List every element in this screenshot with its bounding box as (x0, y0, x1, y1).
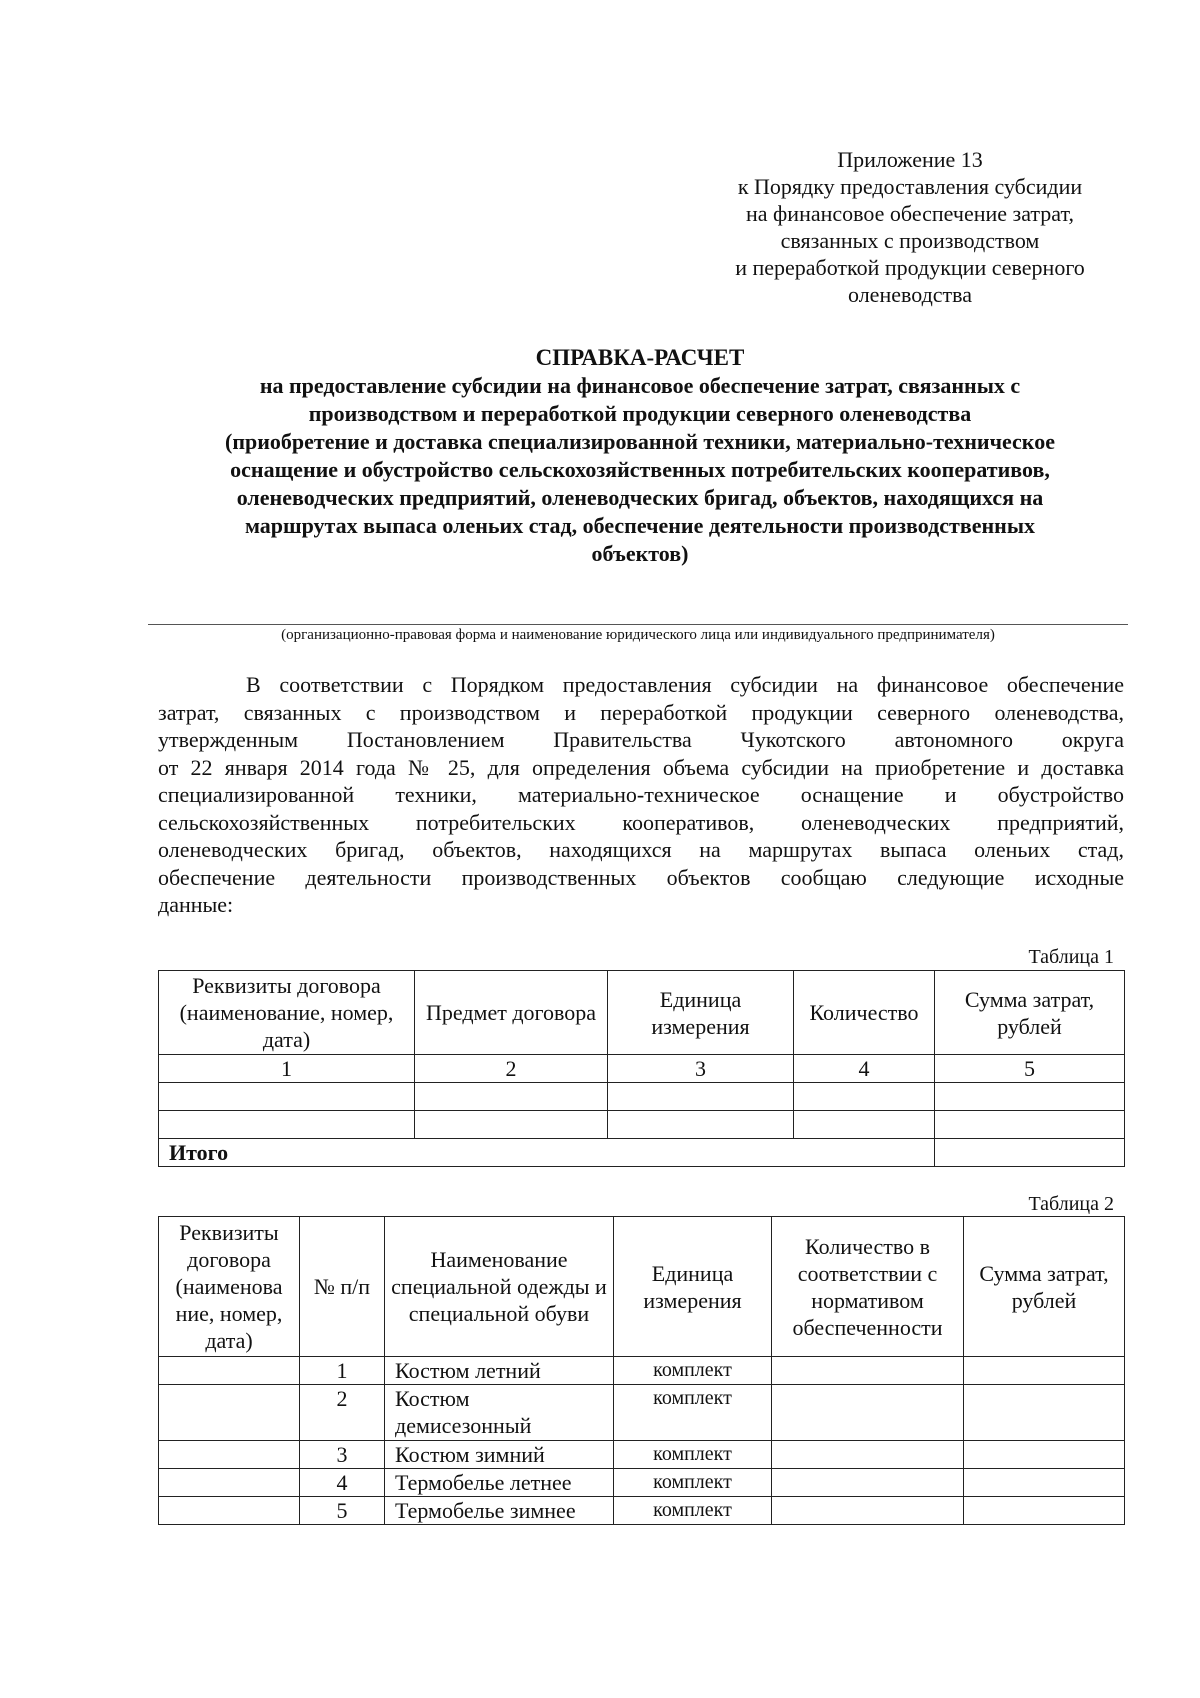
appendix-line: к Порядку предоставления субсидии (737, 174, 1083, 199)
table2-cell[interactable] (159, 1469, 300, 1497)
title-line: оснащение и обустройство сельскохозяйственных потребительских кооперативов, (230, 457, 1050, 482)
table2-row (159, 1357, 1125, 1385)
paragraph-line: затрат, связанных с производством и переработкой продукции северного оленеводства, (158, 699, 1124, 725)
table2-item-name: Костюм зимний (385, 1441, 614, 1469)
table1-cell[interactable] (794, 1083, 935, 1111)
table2-row-number: 3 (300, 1441, 385, 1469)
appendix-line: оленеводства (847, 282, 973, 307)
table1-number-row (159, 1055, 1125, 1083)
table1-row (159, 1083, 1125, 1111)
table2-cell[interactable] (772, 1469, 964, 1497)
body-paragraph (158, 671, 1124, 919)
table1-cell[interactable] (935, 1111, 1125, 1139)
table2-row (159, 1469, 1125, 1497)
table2-item-name: Костюм демисезонный (385, 1385, 614, 1441)
table1-header-cell: Единица измерения (608, 971, 794, 1055)
table1-number-cell: 3 (608, 1055, 794, 1083)
paragraph-line: утвержденным Постановлением Правительства Чукотского автономного округа (158, 727, 1124, 752)
table2-cell[interactable] (159, 1357, 300, 1385)
table2-item-name: Костюм летний (385, 1357, 614, 1385)
table2-header-cell: № п/п (300, 1217, 385, 1357)
table2-header-row (159, 1217, 1125, 1357)
table2-cell[interactable] (964, 1441, 1125, 1469)
title-line: объектов) (591, 541, 689, 566)
document-title (160, 344, 1120, 568)
table2-item-unit: комплект (614, 1441, 772, 1469)
table1-header-row (159, 971, 1125, 1055)
table2-cell[interactable] (159, 1441, 300, 1469)
table2-cell[interactable] (159, 1497, 300, 1525)
table2-item-name: Термобелье летнее (385, 1469, 614, 1497)
paragraph-line: специализированной техники, материально-техническое оснащение и обустройство (158, 782, 1124, 807)
title-line: производством и переработкой продукции северного оленеводства (308, 401, 972, 426)
paragraph-line: от 22 января 2014 года № 25, для определения объема субсидии на приобретение и доставка (158, 754, 1124, 780)
table1-cell[interactable] (608, 1111, 794, 1139)
table2 (158, 1216, 1125, 1525)
table2-item-unit: комплект (614, 1497, 772, 1525)
table1-total-label: Итого (159, 1139, 935, 1167)
table2-header-cell: Количество в соответствии с нормативом обеспеченности (772, 1217, 964, 1357)
table2-cell[interactable] (964, 1385, 1125, 1441)
table2-cell[interactable] (964, 1357, 1125, 1385)
table1-number-cell: 1 (159, 1055, 415, 1083)
title-line: на предоставление субсидии на финансовое обеспечение затрат, связанных с (259, 373, 1021, 398)
paragraph-line: сельскохозяйственных потребительских кооперативов, оленеводческих предприятий, (158, 809, 1124, 835)
table2-cell[interactable] (772, 1441, 964, 1469)
table2-caption: Таблица 2 (1028, 1193, 1114, 1215)
org-name-line (148, 624, 1128, 625)
table1-number-cell: 2 (415, 1055, 608, 1083)
table2-cell[interactable] (159, 1385, 300, 1441)
table2-cell[interactable] (964, 1497, 1125, 1525)
table2-row (159, 1497, 1125, 1525)
paragraph-line: обеспечение деятельности производственных объектов сообщаю следующие исходные (158, 864, 1124, 890)
table2-row (159, 1441, 1125, 1469)
title-main: СПРАВКА-РАСЧЕТ (535, 345, 745, 370)
table1-header-cell: Количество (794, 971, 935, 1055)
table1-cell[interactable] (415, 1111, 608, 1139)
table2-cell[interactable] (772, 1497, 964, 1525)
title-line: маршрутах выпаса оленьих стад, обеспечение деятельности производственных (244, 513, 1036, 538)
table2-item-unit: комплект (614, 1357, 772, 1385)
table2-item-name: Термобелье зимнее (385, 1497, 614, 1525)
table2-row-number: 2 (300, 1385, 385, 1441)
table1-cell[interactable] (794, 1111, 935, 1139)
table1 (158, 970, 1125, 1167)
table1-number-cell: 4 (794, 1055, 935, 1083)
org-caption: (организационно-правовая форма и наименование юридического лица или индивидуального предпринимателя) (281, 627, 995, 643)
appendix-header (700, 146, 1120, 308)
table2-header-cell: Единица измерения (614, 1217, 772, 1357)
table1-cell[interactable] (415, 1083, 608, 1111)
appendix-line: на финансовое обеспечение затрат, (746, 201, 1074, 226)
title-line: (приобретение и доставка специализированной техники, материально-техническое (225, 429, 1055, 454)
paragraph-line: В соответствии с Порядком предоставления субсидии на финансовое обеспечение (246, 672, 1124, 697)
table1-cell[interactable] (159, 1111, 415, 1139)
title-line: оленеводческих предприятий, оленеводческих бригад, объектов, находящихся на (236, 485, 1044, 510)
table1-row (159, 1111, 1125, 1139)
table1-total-row (159, 1139, 1125, 1167)
table2-row-number: 1 (300, 1357, 385, 1385)
table2-header-cell: Сумма затрат, рублей (964, 1217, 1125, 1357)
table2-row-number: 5 (300, 1497, 385, 1525)
appendix-line: и переработкой продукции северного (735, 255, 1085, 280)
table2-row-number: 4 (300, 1469, 385, 1497)
table1-number-cell: 5 (935, 1055, 1125, 1083)
table1-caption: Таблица 1 (1028, 946, 1114, 968)
table1-cell[interactable] (935, 1083, 1125, 1111)
table2-header-cell: Наименование специальной одежды и специальной обуви (385, 1217, 614, 1357)
table2-cell[interactable] (772, 1385, 964, 1441)
table2-row (159, 1385, 1125, 1441)
appendix-line: связанных с производством (780, 228, 1040, 253)
table2-item-unit: комплект (614, 1385, 772, 1441)
paragraph-line: оленеводческих бригад, объектов, находящихся на маршрутах выпаса оленьих стад, (158, 837, 1124, 862)
table1-header-cell: Сумма затрат, рублей (935, 971, 1125, 1055)
table1-cell[interactable] (159, 1083, 415, 1111)
table2-item-unit: комплект (614, 1469, 772, 1497)
table2-header-cell: Реквизиты договора (наименова ние, номер, дата) (159, 1217, 300, 1357)
table1-header-cell: Реквизиты договора (наименование, номер, дата) (159, 971, 415, 1055)
table2-cell[interactable] (772, 1357, 964, 1385)
table2-cell[interactable] (964, 1469, 1125, 1497)
paragraph-line: данные: (158, 892, 234, 917)
table1-cell[interactable] (608, 1083, 794, 1111)
table1-total-value[interactable] (935, 1139, 1125, 1167)
table1-header-cell: Предмет договора (415, 971, 608, 1055)
appendix-line: Приложение 13 (837, 147, 983, 172)
